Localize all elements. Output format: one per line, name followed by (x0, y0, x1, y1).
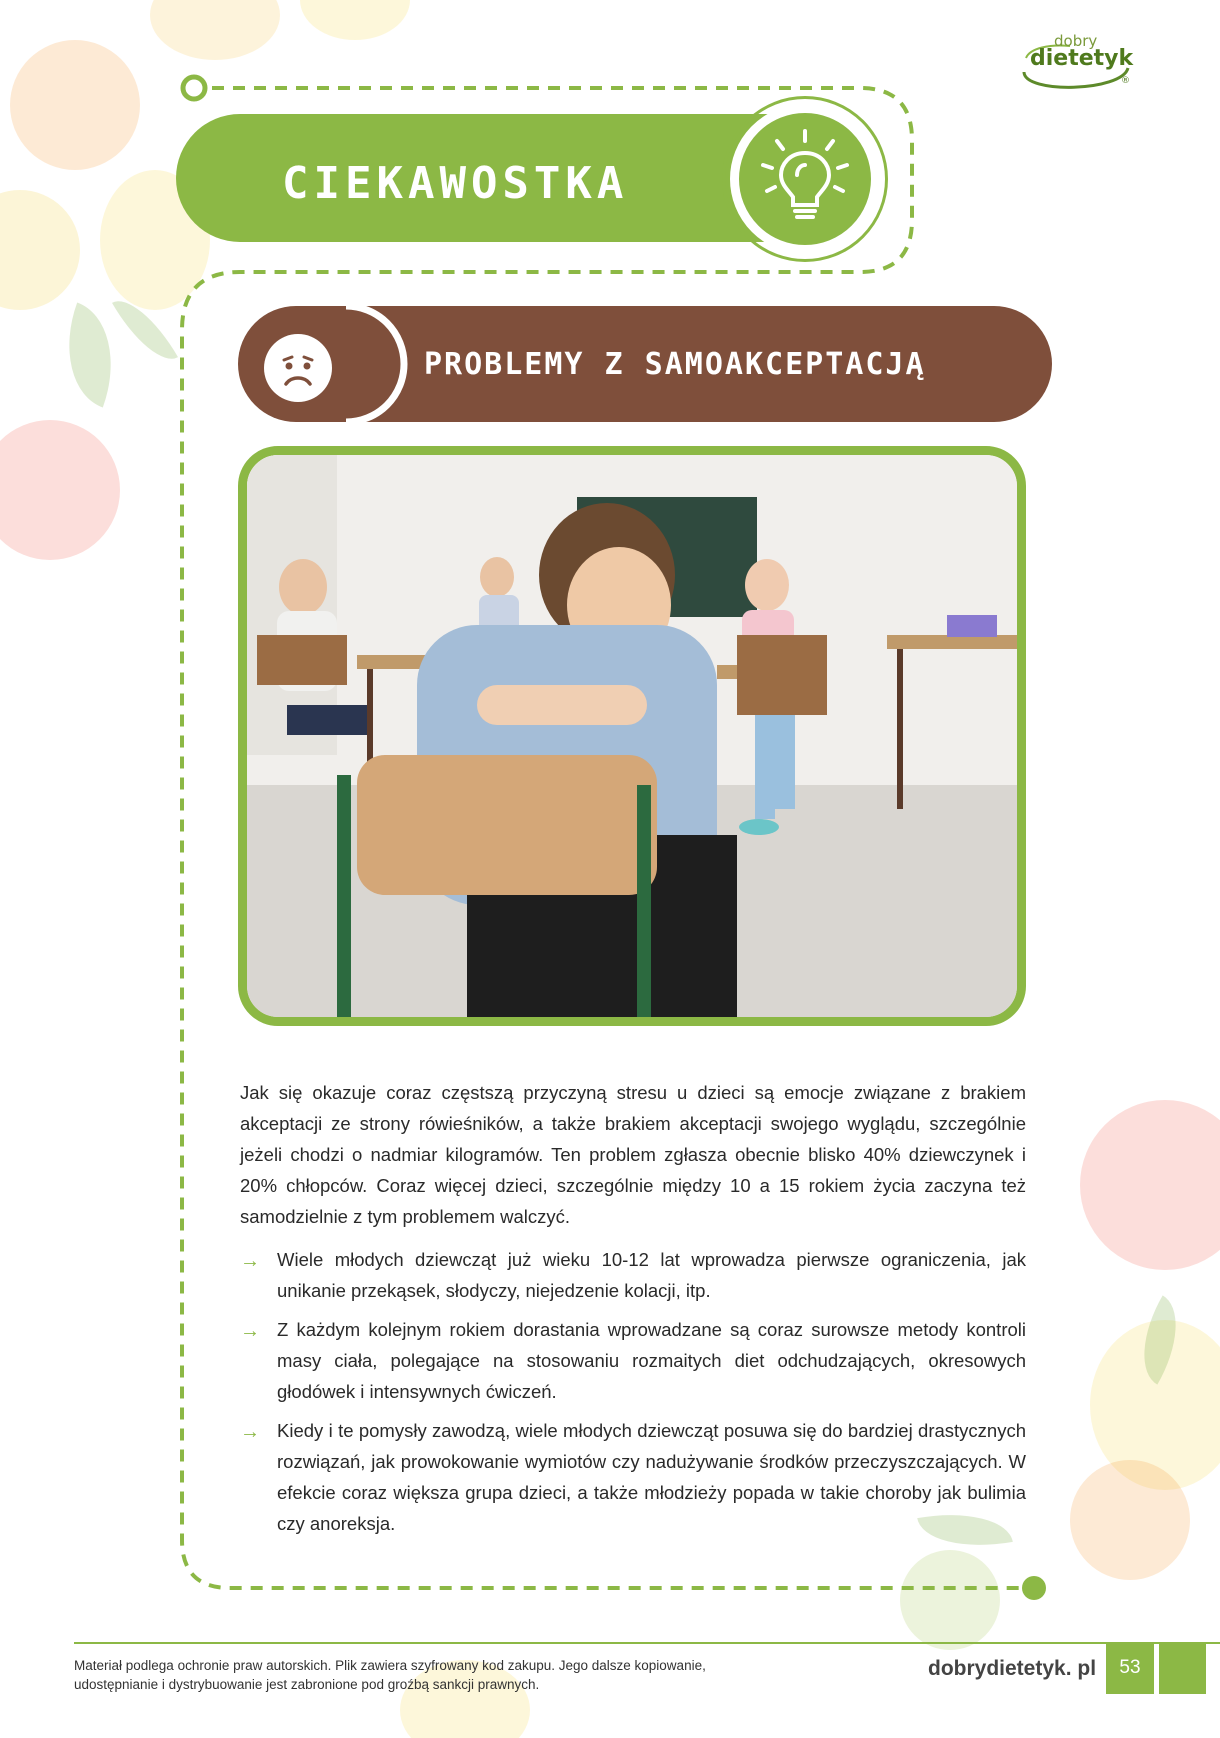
footer-divider (74, 1642, 1220, 1644)
bullet-text: Z każdym kolejnym rokiem dorastania wprowadzane są coraz surowsze metody kontroli masy ciała, polegające na stosowaniu rozmaitych diet odchudzających, okresowych głodówek i intensywnych ćwiczeń. (277, 1319, 1026, 1402)
page-number: 53 (1119, 1657, 1141, 1678)
article-body (240, 1077, 1026, 1547)
copyright-notice: Materiał podlega ochronie praw autorskich. Plik zawiera szyfrowany kod zakupu. Jego dalsze kopiowanie, udostępnianie i dystrybuowanie jest zabronione pod groźbą sankcji prawnych. (74, 1658, 706, 1692)
page-number-separator (1154, 1644, 1159, 1694)
topic-title: PROBLEMY Z SAMOAKCEPTACJĄ (424, 347, 926, 382)
intro-paragraph: Jak się okazuje coraz częstszą przyczyną stresu u dzieci są emocje związane z brakiem akceptacji ze strony rówieśników, a także brakiem akceptacji swojego wyglądu, szczególnie jeżeli chodzi o nadmiar kilogramów. Ten problem zgłasza obecnie blisko 40% dziewczynek i 20% chłopców. Coraz więcej dzieci, szczególnie między 10 a 15 rokiem życia zaczyna też samodzielnie z tym problemem walczyć. (240, 1082, 1026, 1227)
bullet-text: Kiedy i te pomysły zawodzą, wiele młodych dziewcząt posuwa się do bardziej drastycznych rozwiązań, jak prowokowanie wymiotów czy nadużywanie środków przeczyszczających. W efekcie coraz większa grupa dzieci, a także młodzieży popada w takie choroby jak bulimia czy anoreksja. (277, 1420, 1026, 1534)
bullet-item (240, 1415, 1026, 1539)
bullet-text: Wiele młodych dziewcząt już wieku 10-12 lat wprowadza pierwsze ograniczenia, jak unikanie przekąsek, słodyczy, niejedzenie kolacji, itp. (277, 1249, 1026, 1301)
logo-registered-mark: ® (1121, 76, 1130, 86)
section-label: CIEKAWOSTKA (282, 158, 629, 209)
bullet-item (240, 1314, 1026, 1407)
bullet-list (240, 1244, 1026, 1539)
arrow-right-icon: → (240, 1320, 260, 1342)
classroom-illustration (247, 455, 1017, 1017)
sad-face-icon (264, 334, 332, 402)
page-number-badge (1106, 1644, 1206, 1694)
classroom-photo (238, 446, 1026, 1026)
logo-text-main: dietetyk (1030, 46, 1134, 71)
logo-text-top: dobry (1054, 32, 1098, 50)
arrow-right-icon: → (240, 1250, 260, 1272)
bullet-item (240, 1244, 1026, 1306)
lightbulb-badge (730, 104, 880, 254)
website-link[interactable]: dobrydietetyk. pl (928, 1657, 1097, 1680)
arrow-right-icon: → (240, 1421, 260, 1443)
sad-face-badge (264, 334, 332, 402)
lightbulb-icon (739, 113, 871, 245)
